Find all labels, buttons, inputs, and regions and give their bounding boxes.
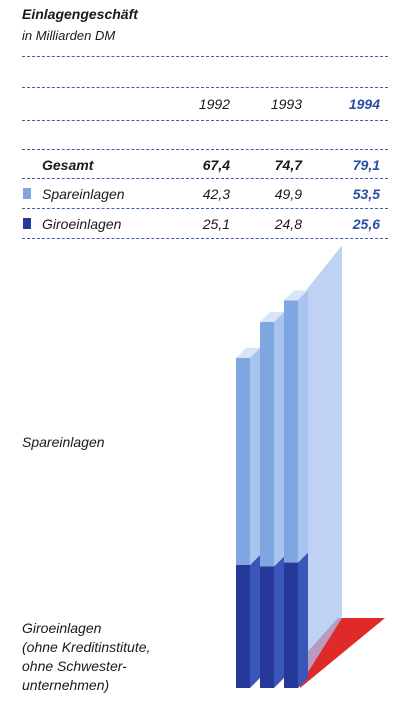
bar-spar-1992 xyxy=(236,358,250,565)
cell-spar-1992: 42,3 xyxy=(202,186,230,202)
cell-giro-1994: 25,6 xyxy=(352,216,380,232)
bar-spar-1994 xyxy=(284,300,298,562)
cell-spar-1994: 53,5 xyxy=(352,186,380,202)
chart-title: Einlagengeschäft xyxy=(22,6,138,22)
cell-gesamt-1992: 67,4 xyxy=(202,157,230,173)
row-label-spareinlagen: Spareinlagen xyxy=(42,186,125,202)
bar-giro-side-1994 xyxy=(298,553,308,688)
row-label-gesamt: Gesamt xyxy=(42,157,94,173)
bar-spar-side-1994 xyxy=(298,290,308,562)
bar-spar-side-1992 xyxy=(250,348,260,565)
cell-gesamt-1994: 79,1 xyxy=(352,157,380,173)
bar-giro-side-1993 xyxy=(274,556,284,688)
bar-giro-side-1992 xyxy=(250,555,260,688)
bar-giro-1993 xyxy=(260,566,274,688)
chart-label-spareinlagen: Spareinlagen xyxy=(22,434,105,450)
chart-subtitle: in Milliarden DM xyxy=(22,28,116,43)
giro-label-line-3: ohne Schwester- xyxy=(22,658,127,674)
year-header-1993: 1993 xyxy=(270,96,302,112)
year-header-1994: 1994 xyxy=(348,96,380,112)
giro-label-line-1: Giroeinlagen xyxy=(22,620,102,636)
bar-spar-side-1993 xyxy=(274,312,284,567)
bar-giro-1994 xyxy=(284,563,298,688)
year-header-1992: 1992 xyxy=(198,96,230,112)
bar-giro-1992 xyxy=(236,565,250,688)
cell-giro-1992: 25,1 xyxy=(202,216,230,232)
bar-spar-1993 xyxy=(260,322,274,567)
cell-gesamt-1993: 74,7 xyxy=(274,157,302,173)
cell-spar-1993: 49,9 xyxy=(274,186,302,202)
row-label-giroeinlagen: Giroeinlagen xyxy=(42,216,122,232)
cell-giro-1993: 24,8 xyxy=(274,216,302,232)
giro-label-line-4: unternehmen) xyxy=(22,677,110,693)
giro-label-line-2: (ohne Kreditinstitute, xyxy=(22,639,151,655)
